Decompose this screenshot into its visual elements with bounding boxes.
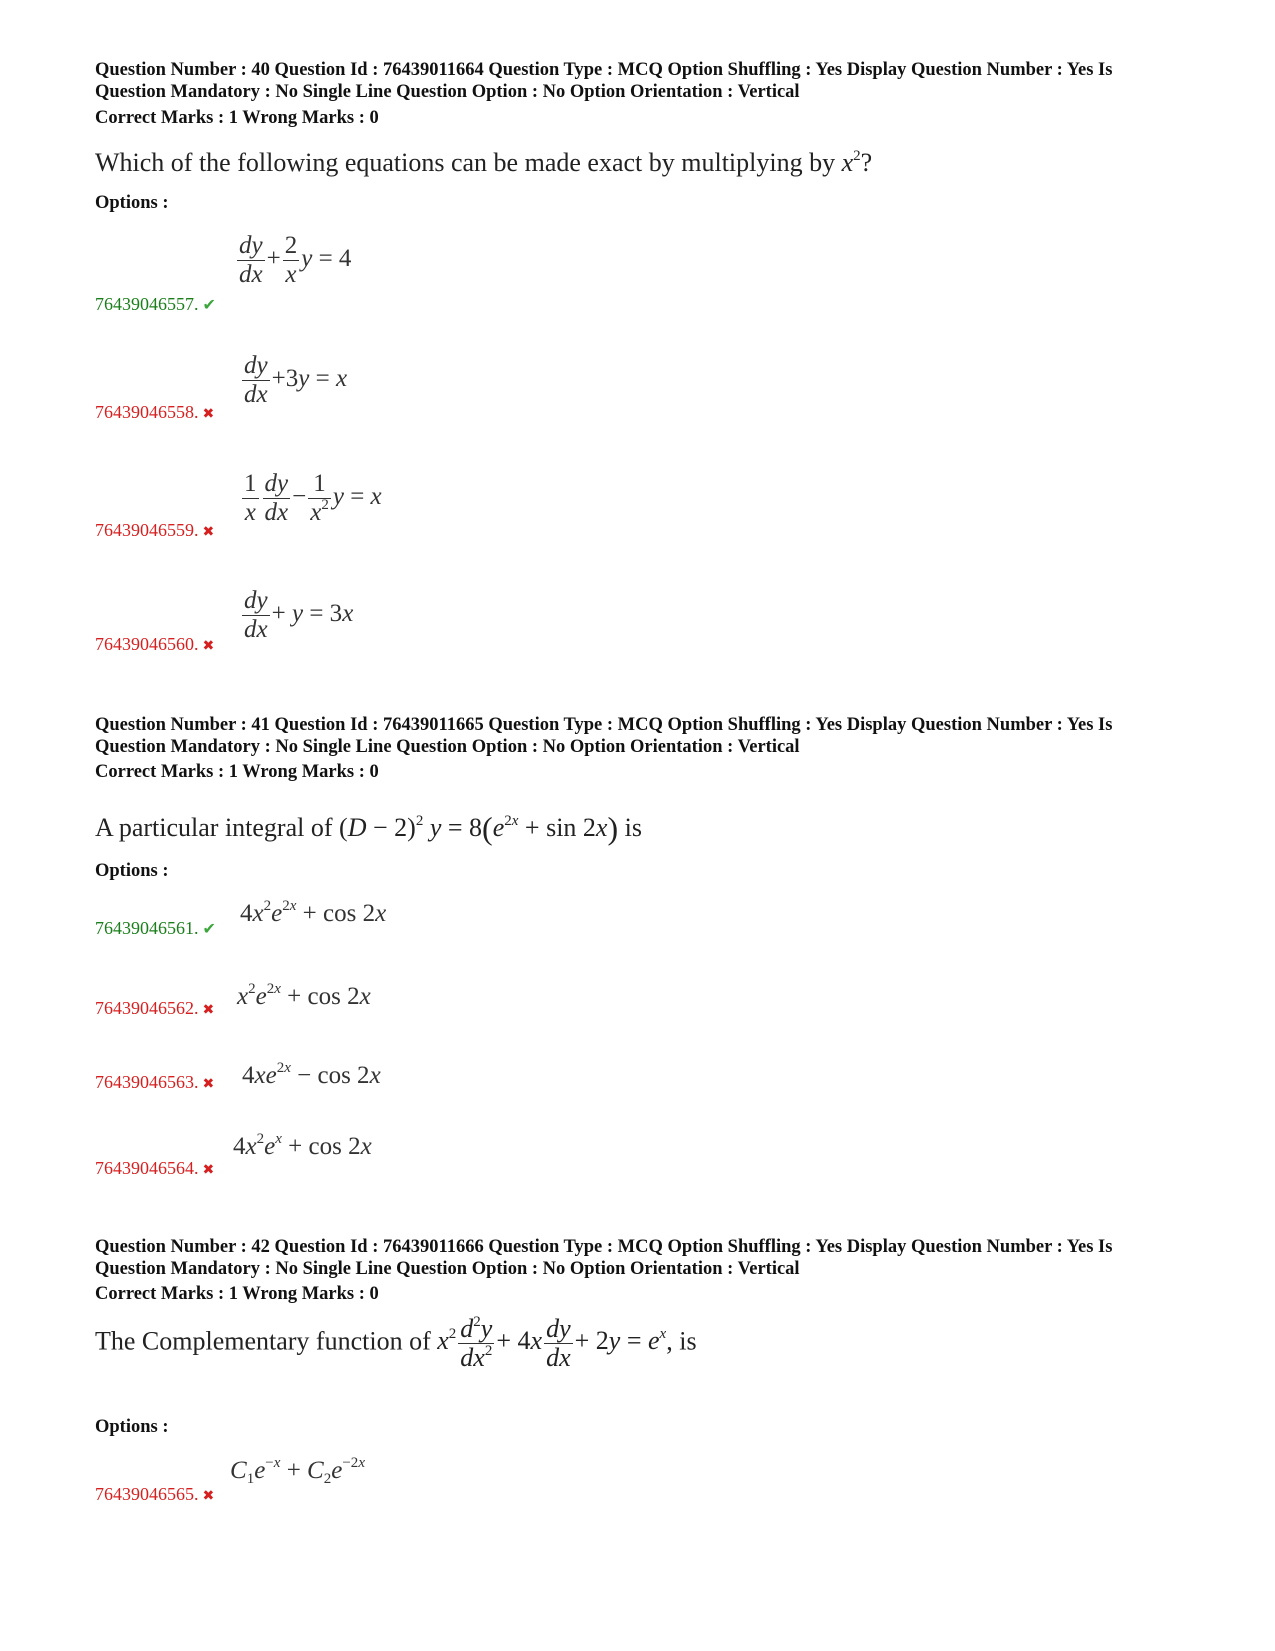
- question-meta: [95, 1237, 1185, 1280]
- option-expression: $4x^2e^x + \cos 2x$: [233, 1131, 372, 1160]
- check-icon: ✔: [202, 297, 216, 314]
- meta-line-1: Question Number : 42 Question Id : 76439011666 Question Type : MCQ Option Shuffling : Yes Display Question Number : Yes Is: [95, 1237, 1113, 1257]
- meta-line-1: Question Number : 41 Question Id : 76439011665 Question Type : MCQ Option Shuffling : Yes Display Question Number : Yes Is: [95, 715, 1113, 735]
- options-label: Options :: [95, 861, 169, 881]
- question-text-body: A particular integral of: [95, 813, 333, 842]
- marks-line: Correct Marks : 1 Wrong Marks : 0: [95, 762, 379, 782]
- question-math: $x^2$?: [841, 148, 873, 177]
- option-id[interactable]: 76439046558. ✖: [95, 402, 215, 422]
- option-expression: $4x^2e^{2x} + \cos 2x$: [240, 898, 387, 927]
- option-expression: $x^2e^{2x} + \cos 2x$: [237, 981, 371, 1010]
- question-text-body: Which of the following equations can be made exact by multiplying by: [95, 148, 836, 177]
- marks-line: Correct Marks : 1 Wrong Marks : 0: [95, 108, 379, 128]
- option-id[interactable]: 76439046557. ✔: [95, 294, 216, 314]
- question-text: [95, 1315, 697, 1372]
- marks-line: Correct Marks : 1 Wrong Marks : 0: [95, 1284, 379, 1304]
- options-label: Options :: [95, 193, 169, 213]
- question-suffix: , is: [666, 1326, 697, 1356]
- option-id[interactable]: 76439046560. ✖: [95, 634, 215, 654]
- option-expression: $\frac{dy}{dx}$ +3y = x: [244, 352, 348, 408]
- cross-icon: ✖: [202, 407, 215, 422]
- cross-icon: ✖: [202, 525, 215, 540]
- question-meta: [95, 715, 1185, 758]
- option-expression: $4xe^{2x} - \cos 2x$: [242, 1060, 381, 1089]
- cross-icon: ✖: [202, 1077, 215, 1092]
- question-math: $(D - 2)^2$ $y = 8(e^{2x} + \sin 2x)$: [339, 810, 619, 846]
- cross-icon: ✖: [202, 1003, 215, 1018]
- cross-icon: ✖: [202, 1163, 215, 1178]
- question-text: [95, 810, 642, 847]
- question-suffix: is: [624, 813, 642, 842]
- question-math: $x^2$ $\frac{d^2y}{dx^2}$ + 4x $\frac{dy}{dx}$ + $2y = e^x$: [437, 1314, 667, 1372]
- option-id[interactable]: 76439046563. ✖: [95, 1072, 215, 1092]
- meta-line-2: Question Mandatory : No Single Line Question Option : No Option Orientation : Vertical: [95, 736, 800, 757]
- meta-line-2: Question Mandatory : No Single Line Question Option : No Option Orientation : Vertical: [95, 81, 800, 102]
- meta-line-1: Question Number : 40 Question Id : 76439011664 Question Type : MCQ Option Shuffling : Yes Display Question Number : Yes Is: [95, 60, 1113, 80]
- check-icon: ✔: [202, 921, 216, 938]
- option-expression: $C_1e^{-x} + C_2e^{-2x}$: [230, 1455, 365, 1487]
- cross-icon: ✖: [202, 1489, 215, 1504]
- question-text: [95, 148, 872, 178]
- question-meta: [95, 60, 1185, 103]
- option-expression: $\frac{dy}{dx}$ + y = 3x: [244, 587, 354, 643]
- option-id[interactable]: 76439046562. ✖: [95, 998, 215, 1018]
- meta-line-2: Question Mandatory : No Single Line Question Option : No Option Orientation : Vertical: [95, 1258, 800, 1279]
- option-expression: $\frac{1}{x}$ $\frac{dy}{dx}$ − $\frac{1}{x^2}$ y = x: [244, 470, 382, 526]
- option-id[interactable]: 76439046559. ✖: [95, 520, 215, 540]
- options-label: Options :: [95, 1417, 169, 1437]
- option-id[interactable]: 76439046565. ✖: [95, 1484, 215, 1504]
- option-id[interactable]: 76439046564. ✖: [95, 1158, 215, 1178]
- cross-icon: ✖: [202, 639, 215, 654]
- question-text-body: The Complementary function of: [95, 1326, 431, 1356]
- option-expression: $\frac{dy}{dx}$ + $\frac{2}{x}$ y = 4: [239, 232, 352, 288]
- option-id[interactable]: 76439046561. ✔: [95, 918, 216, 938]
